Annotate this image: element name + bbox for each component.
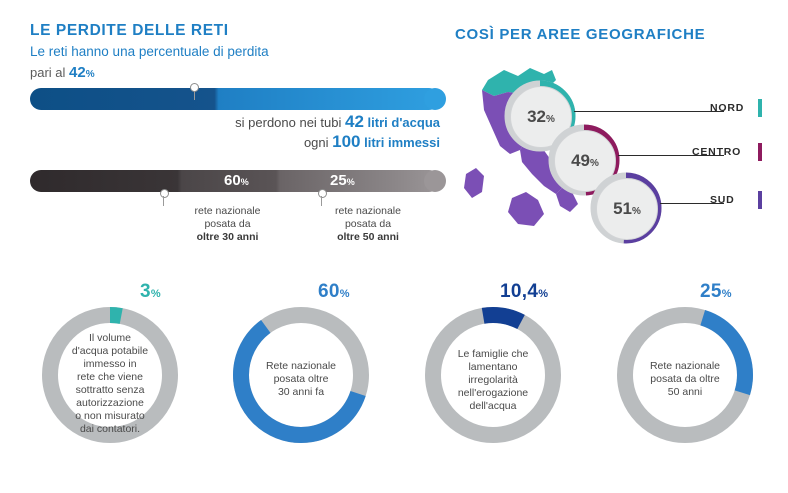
donut-4-pct: % — [721, 288, 732, 300]
note-30y-l3: oltre 30 anni — [196, 231, 259, 243]
donut-3-value-wrap — [500, 281, 548, 303]
donut-4-value-wrap — [700, 281, 732, 303]
bubble-nord-value: 32 — [527, 107, 546, 126]
loss-bar-primary-endcap — [424, 88, 446, 110]
donut-4-value: 25 — [700, 281, 722, 302]
caption-l1-post: litri d'acqua — [363, 115, 440, 130]
bubble-sud — [596, 178, 658, 240]
donut-4-caption: Rete nazionale posata da oltre 50 anni — [649, 360, 721, 398]
donut-3-value: 10,4 — [500, 281, 539, 302]
donut-1-pct: % — [150, 288, 161, 300]
line3-prefix: pari al — [30, 65, 70, 80]
age-bar-label-30y-value: 60 — [224, 172, 241, 189]
age-bar-label-50y-value: 25 — [330, 172, 347, 189]
tick-nord — [758, 99, 762, 117]
age-bar-label-50y — [330, 172, 355, 189]
age-bar-label-50y-pct: % — [346, 177, 355, 187]
caption-l1-value: 42 — [345, 112, 364, 131]
age-bar-secondary-endcap — [424, 170, 446, 192]
donut-3-pct: % — [538, 288, 549, 300]
age-bar-label-30y-pct: % — [240, 177, 249, 187]
region-label-centro: CENTRO — [692, 146, 742, 158]
region-label-nord: NORD — [710, 102, 745, 114]
age-bar-leader-30y — [163, 196, 164, 206]
tick-centro — [758, 143, 762, 161]
note-50y-l2: posata da — [344, 218, 392, 230]
age-bar-label-30y — [224, 172, 249, 189]
right-section-title: COSÌ PER AREE GEOGRAFICHE — [455, 26, 706, 43]
region-label-sud: SUD — [710, 194, 735, 206]
bubble-sud-value-wrap — [613, 199, 641, 219]
note-50y-l3: oltre 50 anni — [337, 231, 399, 243]
age-bar-note-50y — [320, 205, 416, 244]
donut-3-caption: Le famiglie che lamentano irregolarità nell'erogazione dell'acqua — [457, 348, 529, 412]
age-bar-note-30y — [170, 205, 285, 244]
leader-nord — [574, 111, 724, 112]
age-bar-marker-30y — [160, 189, 169, 198]
donut-2-pct: % — [339, 288, 350, 300]
caption-l2-value: 100 — [332, 132, 361, 151]
donut-2-value: 60 — [318, 281, 340, 302]
left-section-line3 — [30, 64, 95, 81]
loss-bar-primary — [30, 88, 440, 110]
bubble-centro-pct: % — [590, 158, 599, 169]
italy-map-area — [452, 58, 782, 258]
note-30y-l1: rete nazionale — [194, 205, 261, 217]
donut-1-value-wrap — [140, 281, 161, 303]
caption-l2-pre: ogni — [303, 135, 333, 150]
note-30y-l2: posata da — [204, 218, 251, 230]
bubble-sud-pct: % — [632, 206, 641, 217]
bubble-nord-pct: % — [546, 114, 555, 125]
bubble-centro-value: 49 — [571, 151, 590, 170]
loss-bar-primary-caption — [120, 112, 440, 152]
tick-sud — [758, 191, 762, 209]
donut-2-value-wrap — [318, 281, 350, 303]
age-bar-marker-50y — [318, 189, 327, 198]
caption-l2-post: litri immessi — [360, 135, 440, 150]
donut-2-caption: Rete nazionale posata oltre 30 anni fa — [265, 360, 337, 398]
left-section-title: LE PERDITE DELLE RETI — [30, 22, 229, 39]
bubble-centro-value-wrap — [571, 151, 599, 171]
note-50y-l1: rete nazionale — [335, 205, 401, 217]
line3-percent-sign: % — [85, 69, 95, 80]
left-section-subtitle: Le reti hanno una percentuale di perdita — [30, 44, 269, 59]
caption-l1-pre: si perdono nei tubi — [235, 115, 346, 130]
line3-value: 42 — [69, 64, 86, 81]
loss-bar-primary-marker — [190, 83, 199, 92]
donut-1-value: 3 — [140, 281, 151, 302]
donut-1-caption: Il volume d'acqua potabile immesso in rete che viene sottratto senza autorizzazione o non misurato dai contatori. — [71, 332, 149, 435]
bubble-sud-value: 51 — [613, 199, 632, 218]
